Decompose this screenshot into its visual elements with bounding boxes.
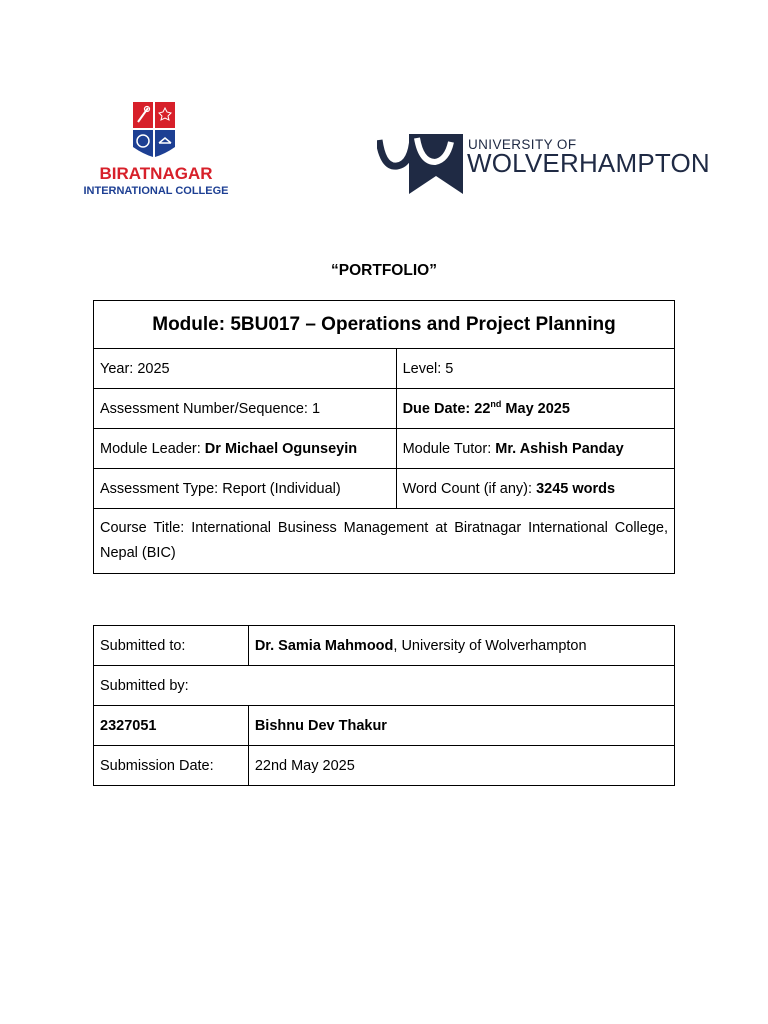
- module-tutor-cell: [396, 429, 674, 469]
- wolverhampton-logo-line2: WOLVERHAMPTON: [467, 148, 710, 178]
- course-title-cell: Course Title: International Business Management at Biratnagar International College, Nepal (BIC): [94, 509, 675, 574]
- bic-logo-line2: INTERNATIONAL COLLEGE: [83, 185, 229, 197]
- due-date-sup: nd: [490, 399, 502, 410]
- module-leader-label: Module Leader:: [100, 440, 205, 457]
- year-cell: Year: 2025: [94, 349, 397, 389]
- due-date-cell: [396, 389, 674, 429]
- document-title: “PORTFOLIO”: [331, 262, 437, 279]
- student-name-value: Bishnu Dev Thakur: [254, 717, 387, 734]
- module-leader-value: Dr Michael Ogunseyin: [204, 440, 358, 457]
- word-count-cell: [396, 469, 674, 509]
- submitted-to-label: Submitted to:: [94, 626, 249, 666]
- due-date-label: Due Date: 22: [402, 401, 491, 418]
- submission-date-label: Submission Date:: [94, 746, 249, 786]
- assessment-type-cell: Assessment Type: Report (Individual): [94, 469, 397, 509]
- submitted-to-name: Dr. Samia Mahmood: [254, 637, 394, 654]
- submitted-to-rest: , University of Wolverhampton: [393, 637, 587, 654]
- biratnagar-college-logo: [76, 99, 238, 199]
- module-tutor-label: Module Tutor:: [402, 440, 496, 457]
- word-count-label: Word Count (if any):: [402, 480, 537, 497]
- module-title: Module: 5BU017 – Operations and Project Planning: [94, 301, 675, 349]
- student-name: [248, 706, 674, 746]
- assessment-number-cell: Assessment Number/Sequence: 1: [94, 389, 397, 429]
- submitted-to-value: [248, 626, 674, 666]
- module-leader-cell: [94, 429, 397, 469]
- wolverhampton-logo-line1: UNIVERSITY OF: [468, 137, 577, 152]
- module-info-table: [93, 300, 675, 574]
- due-date-rest: May 2025: [501, 401, 570, 418]
- word-count-value: 3245 words: [536, 480, 616, 497]
- student-id: [94, 706, 249, 746]
- bic-logo-line1: BIRATNAGAR: [99, 164, 213, 183]
- wolverhampton-logo: [377, 128, 710, 196]
- submitted-by-label: Submitted by:: [94, 666, 675, 706]
- submission-date-value: 22nd May 2025: [248, 746, 674, 786]
- level-cell: Level: 5: [396, 349, 674, 389]
- submission-info-table: [93, 625, 675, 786]
- student-id-value: 2327051: [100, 717, 157, 734]
- module-tutor-value: Mr. Ashish Panday: [495, 440, 624, 457]
